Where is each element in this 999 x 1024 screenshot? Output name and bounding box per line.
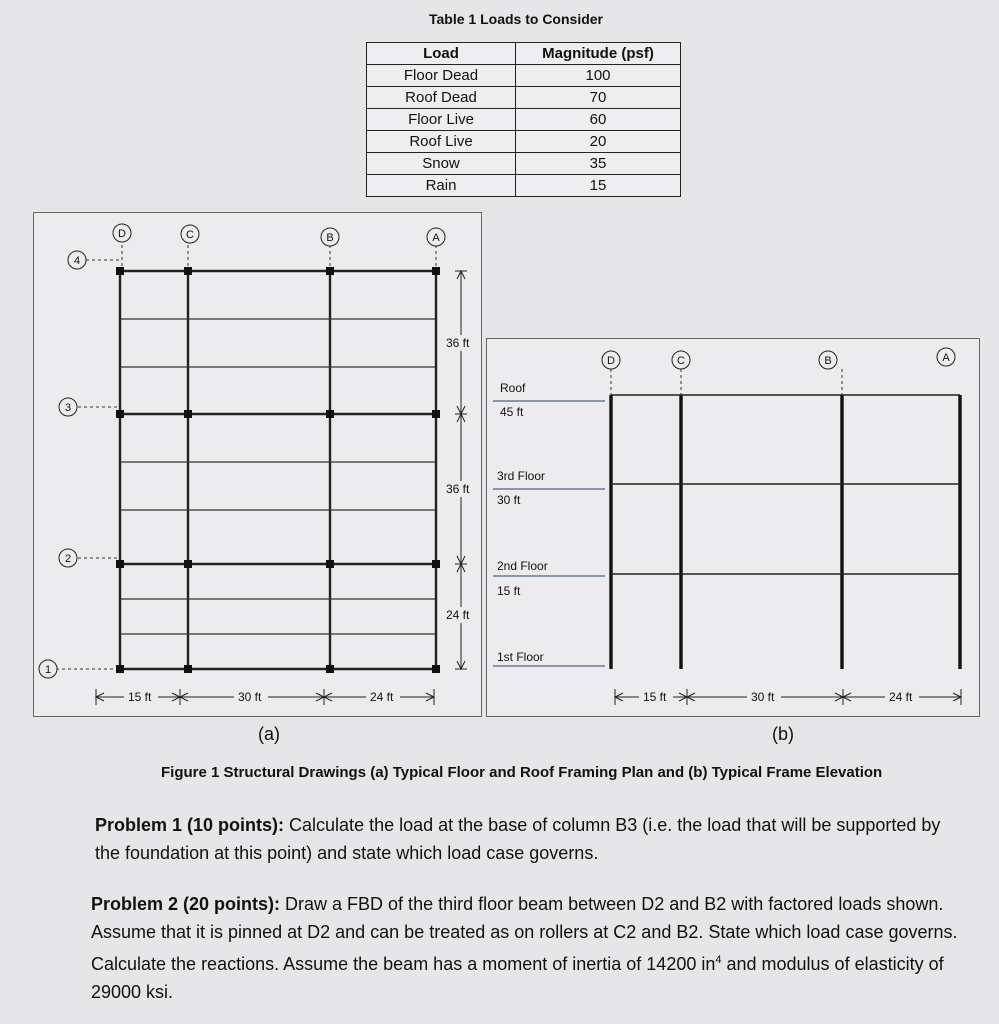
bubble-label: B xyxy=(824,355,832,367)
column-a2 xyxy=(432,560,440,568)
table-row xyxy=(367,109,681,131)
table-row xyxy=(367,153,681,175)
bubble-label: D xyxy=(118,228,126,240)
bubble-label: 3 xyxy=(64,402,72,414)
table-cell-load: Snow xyxy=(367,153,516,175)
dimension-label: 30 ft xyxy=(751,690,775,704)
column-c1 xyxy=(184,665,192,673)
level-height: 15 ft xyxy=(497,584,521,598)
level-name: 1st Floor xyxy=(497,650,544,664)
table-row xyxy=(367,87,681,109)
table-header-row xyxy=(367,43,681,65)
column-d2 xyxy=(116,560,124,568)
table-row xyxy=(367,131,681,153)
problem-1 xyxy=(95,811,965,867)
level-name: Roof xyxy=(500,381,526,395)
table-cell-magnitude: 100 xyxy=(516,65,681,87)
column-a3 xyxy=(432,410,440,418)
problem-2 xyxy=(91,890,971,1006)
column-a4 xyxy=(432,267,440,275)
table-cell-load: Roof Dead xyxy=(367,87,516,109)
column-b4 xyxy=(326,267,334,275)
dimension-label: 24 ft xyxy=(370,690,394,704)
bubble-label: 2 xyxy=(64,553,72,565)
table-cell-magnitude: 70 xyxy=(516,87,681,109)
column-d4 xyxy=(116,267,124,275)
bubble-label: 1 xyxy=(44,664,52,676)
dimension-label: 36 ft xyxy=(446,482,470,496)
bubble-label: C xyxy=(677,355,685,367)
level-name: 3rd Floor xyxy=(497,469,546,483)
level-name: 2nd Floor xyxy=(497,559,548,573)
table-cell-load: Roof Live xyxy=(367,131,516,153)
framing-plan-panel xyxy=(33,212,482,717)
bubble-label: A xyxy=(432,232,440,244)
problem-2-text: Draw a FBD of the third floor beam between D2 and B2 with factored loads shown. Assume that it is pinned at D2 and can be treated as on rollers at C2 and B2. State which load case governs. Calculate the reactions. Assume the beam has a moment of inertia of 14200 in xyxy=(91,894,958,974)
dimension-label: 36 ft xyxy=(446,336,470,350)
level-height: 30 ft xyxy=(497,493,521,507)
framing-plan-drawing xyxy=(34,213,481,716)
column-c3 xyxy=(184,410,192,418)
column-d3 xyxy=(116,410,124,418)
table-cell-load: Rain xyxy=(367,175,516,197)
problem-2-heading: Problem 2 (20 points): xyxy=(91,894,281,914)
dimension-label: 15 ft xyxy=(643,690,667,704)
table-cell-magnitude: 15 xyxy=(516,175,681,197)
table-row xyxy=(367,175,681,197)
figure-label-b: (b) xyxy=(772,724,794,744)
bubble-label: 4 xyxy=(73,255,81,267)
level-height: 45 ft xyxy=(500,405,524,419)
table-cell-magnitude: 35 xyxy=(516,153,681,175)
problem-1-heading: Problem 1 (10 points): xyxy=(95,815,285,835)
column-b1 xyxy=(326,665,334,673)
table-cell-magnitude: 60 xyxy=(516,109,681,131)
figure-label-a: (a) xyxy=(258,724,280,744)
problem-2-exponent: 4 xyxy=(715,954,722,966)
column-b3 xyxy=(326,410,334,418)
dimension-label: 30 ft xyxy=(238,690,262,704)
dimension-label: 24 ft xyxy=(446,608,470,622)
column-b2 xyxy=(326,560,334,568)
problem-2-text-end: and modulus of elasticity of 29000 ksi. xyxy=(91,954,944,1002)
bubble-label: A xyxy=(942,352,950,364)
bubble-label: C xyxy=(186,229,194,241)
dimension-label: 15 ft xyxy=(128,690,152,704)
column-a1 xyxy=(432,665,440,673)
table-cell-magnitude: 20 xyxy=(516,131,681,153)
frame-elevation-panel xyxy=(486,338,980,717)
frame-elevation-drawing xyxy=(487,339,979,716)
table-title: Table 1 Loads to Consider xyxy=(429,11,603,27)
table-header-magnitude: Magnitude (psf) xyxy=(516,43,681,65)
table-cell-load: Floor Dead xyxy=(367,65,516,87)
table-header-load: Load xyxy=(367,43,516,65)
column-c4 xyxy=(184,267,192,275)
column-d1 xyxy=(116,665,124,673)
loads-table xyxy=(366,42,681,197)
figure-caption: Figure 1 Structural Drawings (a) Typical Floor and Roof Framing Plan and (b) Typical Frame Elevation xyxy=(161,764,883,781)
bubble-label: B xyxy=(326,232,334,244)
problem-1-text: Calculate the load at the base of column B3 (i.e. the load that will be supported by the foundation at this point) and state which load case governs. xyxy=(95,815,941,863)
table-row xyxy=(367,65,681,87)
table-cell-load: Floor Live xyxy=(367,109,516,131)
bubble-label: D xyxy=(607,355,615,367)
dimension-label: 24 ft xyxy=(889,690,913,704)
column-c2 xyxy=(184,560,192,568)
